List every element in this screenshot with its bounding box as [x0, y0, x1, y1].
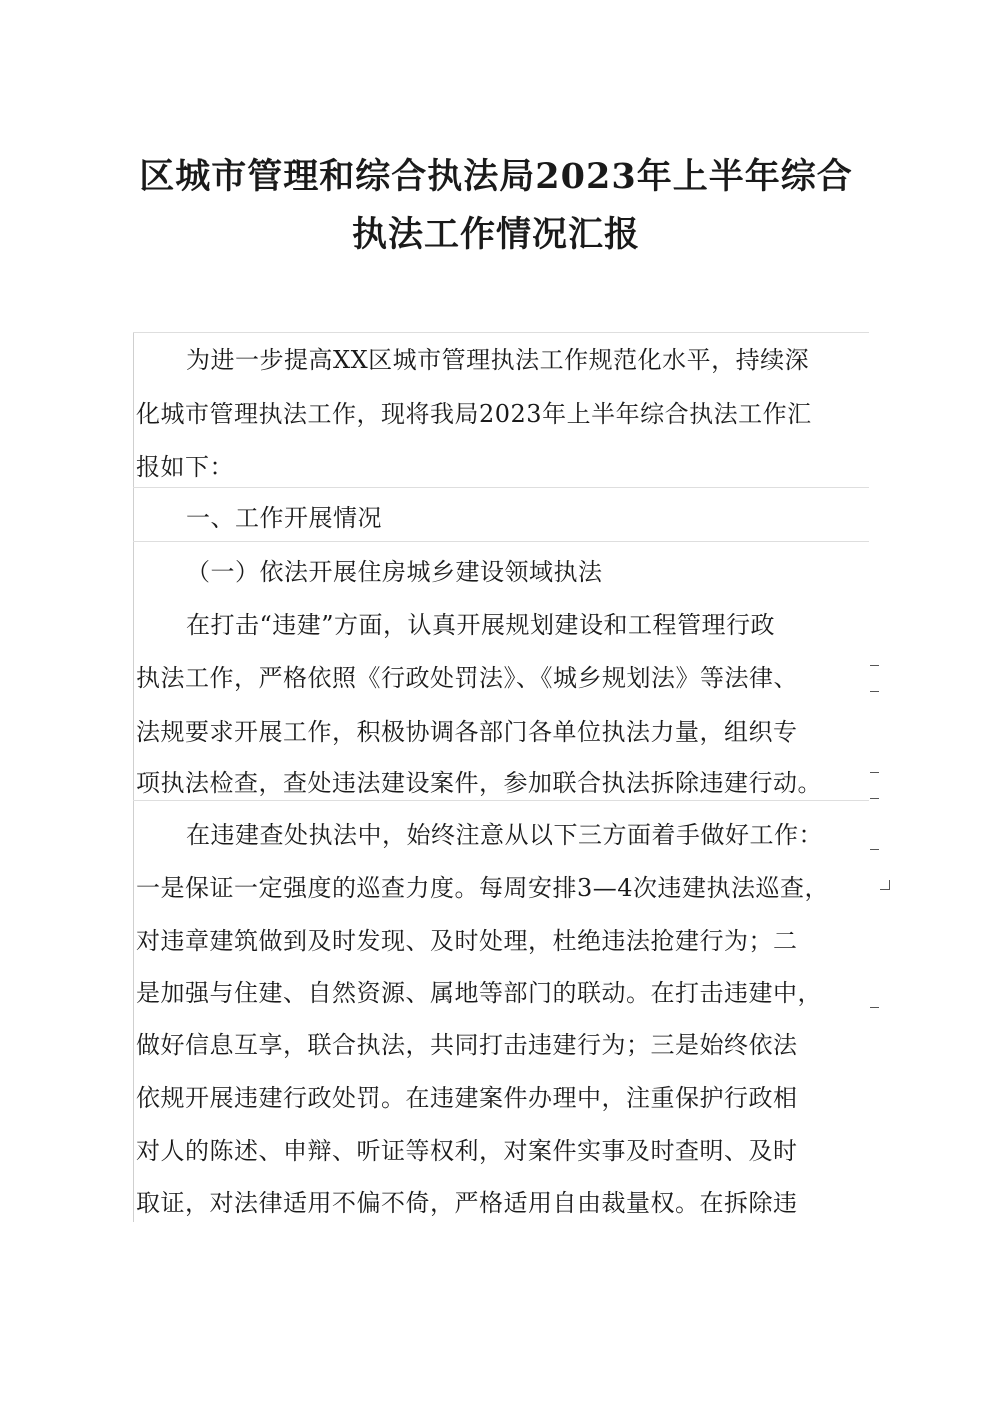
para2-line-5: 做好信息互享，联合执法，共同打击违建行为；三是始终依法 — [136, 1031, 798, 1059]
rule-after-intro — [133, 487, 869, 488]
document-title — [0, 148, 992, 264]
para2-line-6: 依规开展违建行政处罚。在违建案件办理中，注重保护行政相 — [136, 1084, 798, 1112]
para2-line-7: 对人的陈述、申辩、听证等权利，对案件实事及时查明、及时 — [136, 1137, 798, 1165]
rule-after-para1 — [133, 800, 869, 801]
para1-line-3: 法规要求开展工作，积极协调各部门各单位执法力量，组织专 — [136, 718, 798, 746]
para1-line-4: 项执法检查，查处违法建设案件，参加联合执法拆除违建行动。 — [136, 769, 822, 797]
rule-top — [133, 332, 869, 333]
para2-line-1: 在违建查处执法中，始终注意从以下三方面着手做好工作： — [186, 821, 823, 849]
para2-line-8: 取证，对法律适用不偏不倚，严格适用自由裁量权。在拆除违 — [136, 1189, 798, 1217]
title-line-1: 区城市管理和综合执法局2023年上半年综合 — [139, 156, 853, 197]
intro-line-1: 为进一步提高XX区城市管理执法工作规范化水平，持续深 — [186, 346, 810, 374]
para1-line-2: 执法工作，严格依照《行政处罚法》、《城乡规划法》等法律、 — [136, 664, 798, 692]
para1-line-1: 在打击“违建”方面，认真开展规划建设和工程管理行政 — [186, 611, 776, 639]
intro-line-3: 报如下： — [136, 453, 234, 481]
rule-after-section — [133, 541, 869, 542]
para2-line-3: 对违章建筑做到及时发现、及时处理，杜绝违法抢建行为；二 — [136, 927, 798, 955]
edit-mark — [870, 840, 879, 850]
edit-mark — [870, 763, 879, 773]
para2-line-2: 一是保证一定强度的巡查力度。每周安排3—4次违建执法巡查， — [136, 874, 830, 902]
section-heading: 一、工作开展情况 — [186, 504, 382, 532]
edit-mark — [870, 998, 879, 1008]
edit-mark — [870, 682, 879, 692]
edit-mark — [880, 880, 890, 890]
edit-mark — [870, 789, 879, 799]
title-line-2: 执法工作情况汇报 — [351, 214, 640, 255]
edit-mark — [870, 656, 879, 666]
subsection-heading: （一）依法开展住房城乡建设领域执法 — [186, 558, 603, 586]
para2-line-4: 是加强与住建、自然资源、属地等部门的联动。在打击违建中， — [136, 979, 822, 1007]
intro-line-2: 化城市管理执法工作，现将我局2023年上半年综合执法工作汇 — [136, 400, 812, 428]
